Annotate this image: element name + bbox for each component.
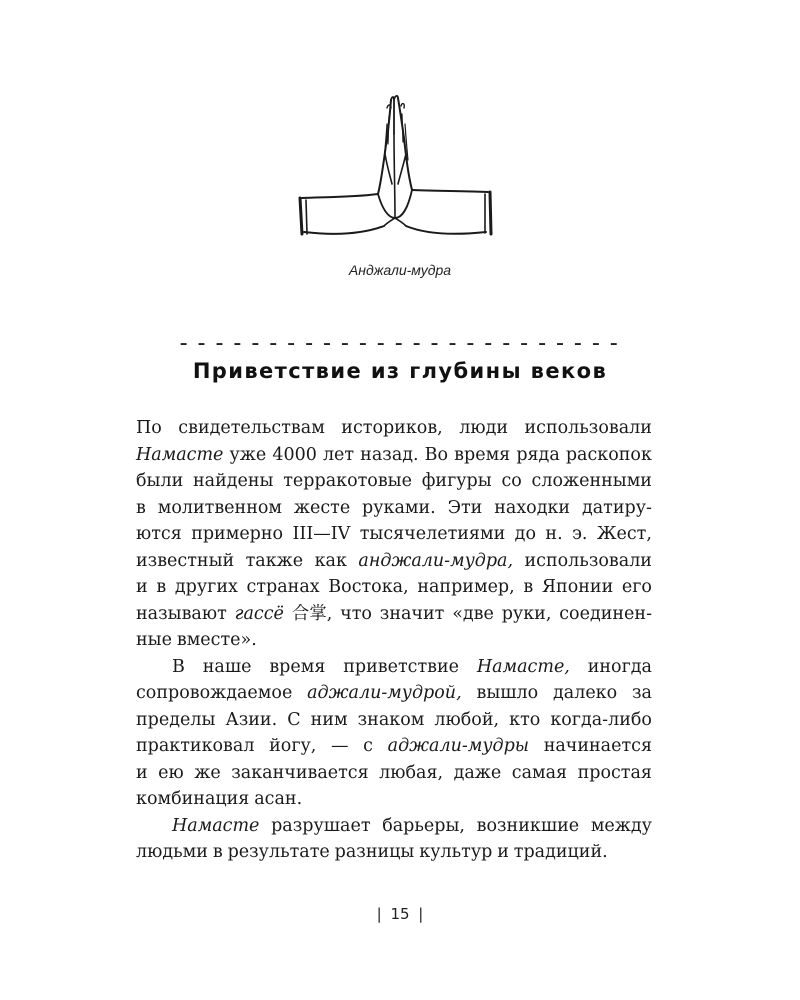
- word: раскопок: [565, 444, 652, 465]
- word: Востока,: [328, 577, 409, 597]
- word: Во: [424, 444, 449, 465]
- word: анджали-мудра,: [358, 550, 514, 571]
- word: свидетельствам: [178, 418, 325, 438]
- word: людьми: [136, 842, 208, 862]
- word: кто: [509, 709, 541, 730]
- text-line: [136, 521, 652, 548]
- word: ряда: [516, 444, 560, 465]
- word: уже: [229, 444, 267, 465]
- word: любая,: [379, 762, 444, 783]
- text-line: [136, 415, 652, 442]
- word: находки: [494, 497, 571, 518]
- word: гассё: [234, 603, 284, 624]
- text-line: [136, 654, 652, 681]
- word: аджали-мудрой,: [307, 683, 462, 703]
- word: самая: [511, 762, 568, 783]
- text-line: [136, 680, 652, 707]
- word: с: [363, 736, 373, 756]
- text-line: [136, 760, 652, 787]
- text-line: [136, 707, 652, 734]
- word: как: [314, 550, 347, 571]
- word: руки,: [501, 603, 552, 624]
- body-text: [136, 415, 652, 866]
- word: называют: [136, 603, 227, 624]
- word: тысячелетиями: [359, 524, 506, 544]
- word: далеко: [553, 683, 618, 703]
- word: в: [523, 577, 534, 597]
- word: н.: [545, 524, 563, 544]
- word: —: [331, 736, 349, 756]
- word: Эти: [447, 497, 483, 518]
- text-line: [136, 548, 652, 575]
- word: Намасте: [172, 815, 260, 836]
- text-line: [136, 786, 652, 813]
- word: его: [621, 577, 652, 597]
- word: практиковал: [136, 736, 255, 756]
- word: любой,: [434, 709, 500, 730]
- word: «две: [452, 603, 494, 624]
- word: барьеры,: [382, 815, 465, 836]
- word: III—IV: [292, 524, 351, 544]
- word: примерно: [191, 524, 284, 544]
- text-line: [136, 495, 652, 522]
- word: время: [269, 656, 326, 677]
- word: же: [194, 762, 221, 783]
- word: наше: [202, 656, 252, 677]
- word: когда-либо: [550, 709, 652, 730]
- word: историков,: [341, 418, 443, 438]
- word: например,: [417, 577, 515, 597]
- text-line: [136, 442, 652, 469]
- word: в: [212, 842, 223, 862]
- word: руками.: [362, 497, 436, 518]
- word: аджали-мудры: [387, 736, 530, 756]
- word: соединен-: [559, 603, 652, 624]
- word: жесте: [293, 497, 351, 518]
- text-line: [136, 813, 652, 840]
- text-line: [136, 574, 652, 601]
- word: сложенными: [531, 471, 652, 491]
- word: По: [136, 418, 162, 438]
- word: 4000: [272, 444, 317, 465]
- word: фигуры: [421, 471, 492, 491]
- word: разрушает: [271, 815, 371, 836]
- word: что: [340, 603, 372, 624]
- word: были: [136, 471, 184, 491]
- word: приветствие: [343, 656, 460, 677]
- word: возникшие: [476, 815, 580, 836]
- text-line: [136, 601, 652, 628]
- word: использовали: [524, 550, 652, 571]
- word: и: [136, 762, 148, 783]
- word: Намасте: [136, 444, 224, 465]
- word: со: [501, 471, 522, 491]
- word: назад.: [360, 444, 419, 465]
- word: С: [287, 709, 301, 730]
- praying-hands-icon: [290, 94, 500, 244]
- word: лет: [322, 444, 355, 465]
- word: В: [172, 656, 185, 677]
- word: разницы: [334, 842, 415, 862]
- word: асан.: [254, 789, 303, 809]
- word: использовали: [524, 418, 652, 438]
- word: ним: [310, 709, 348, 730]
- text-line: [136, 733, 652, 760]
- word: йогу,: [269, 736, 317, 756]
- word: результате: [227, 842, 330, 862]
- word: вышло: [476, 683, 539, 703]
- word: других: [174, 577, 238, 597]
- word: найдены: [193, 471, 274, 491]
- word: заканчивается: [231, 762, 369, 783]
- text-line: [136, 468, 652, 495]
- text-line: [136, 627, 652, 654]
- word: значит: [379, 603, 445, 624]
- word: в: [156, 577, 167, 597]
- word: знаком: [357, 709, 425, 730]
- word: за: [631, 683, 652, 703]
- word: традиций.: [513, 842, 608, 862]
- word: датиру-: [581, 497, 652, 518]
- section-title: Приветствие из глубины веков: [192, 359, 608, 383]
- page-number: | 15 |: [376, 905, 424, 923]
- word: комбинация: [136, 789, 250, 809]
- word: начинается: [543, 736, 652, 756]
- word: и: [497, 842, 509, 862]
- word: люди: [459, 418, 509, 438]
- word: странах: [246, 577, 320, 597]
- word: время: [454, 444, 511, 465]
- word: до: [514, 524, 536, 544]
- word: Японии: [541, 577, 614, 597]
- word: также: [245, 550, 304, 571]
- text-line: [136, 839, 652, 866]
- word: в: [136, 497, 146, 518]
- section-divider: – – – – – – – – – – – – – – – – – – – – – – – – –: [179, 334, 621, 352]
- anjali-mudra-illustration: [290, 94, 500, 244]
- word: 合掌,: [291, 603, 333, 624]
- word: молитвенном: [157, 497, 283, 518]
- word: э.: [572, 524, 588, 544]
- word: даже: [453, 762, 502, 783]
- word: простая: [577, 762, 652, 783]
- word: ются: [136, 524, 182, 544]
- word: культур: [419, 842, 493, 862]
- word: Жест,: [596, 524, 652, 544]
- word: терракотовые: [283, 471, 412, 491]
- word: между: [590, 815, 652, 836]
- illustration-caption: Анджали-мудра: [348, 262, 452, 278]
- word: ные: [136, 630, 172, 650]
- word: вместе».: [176, 630, 257, 650]
- word: известный: [136, 550, 235, 571]
- word: и: [136, 577, 148, 597]
- word: Намасте,: [476, 656, 570, 677]
- word: сопровождаемое: [136, 683, 293, 703]
- word: пределы: [136, 709, 216, 730]
- word: ею: [158, 762, 184, 783]
- word: Азии.: [225, 709, 278, 730]
- word: иногда: [587, 656, 652, 677]
